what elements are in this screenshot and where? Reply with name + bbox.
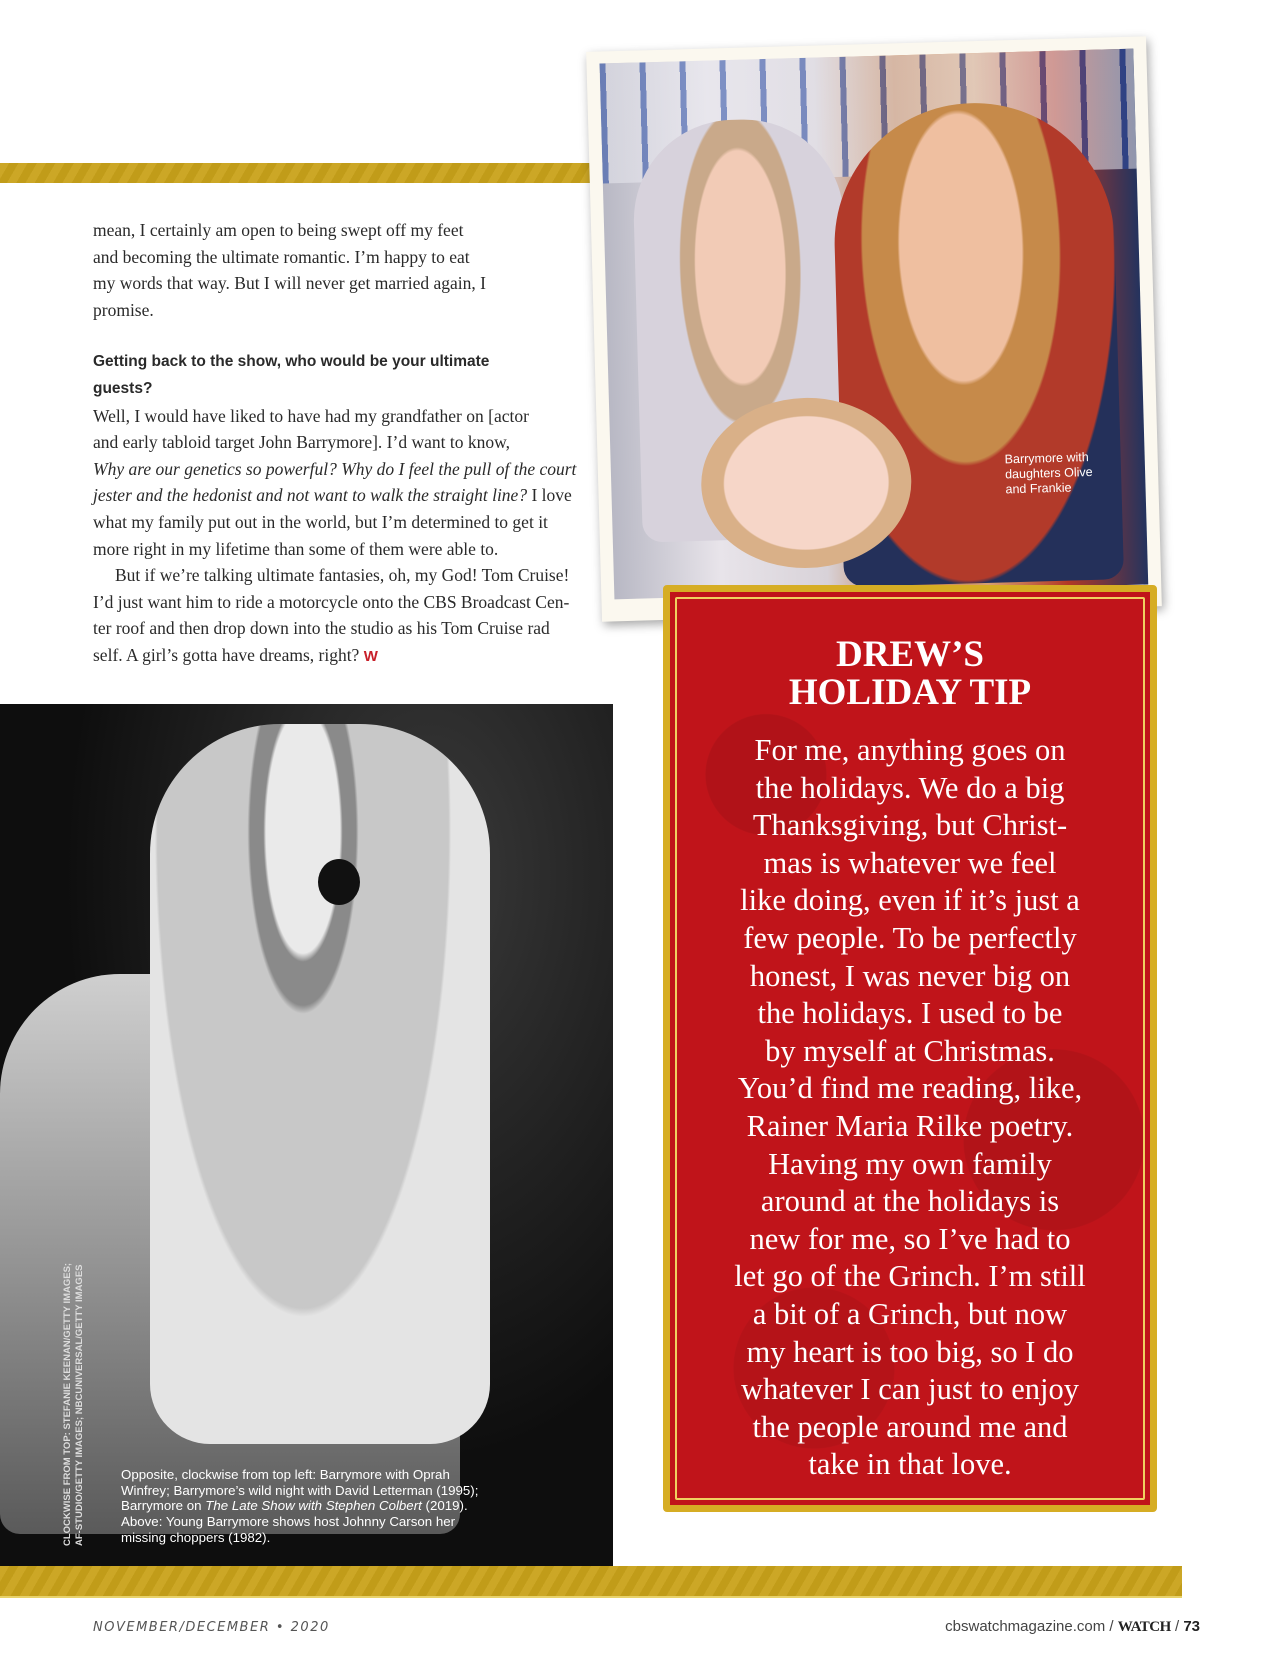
tip-line: like doing, even if it’s just a <box>740 883 1080 918</box>
article-text-segment: But if we’re talking ultimate fantasies, oh, my God! Tom Cruise! <box>115 565 570 586</box>
article-text-segment: promise. <box>93 299 154 320</box>
tip-line: few people. To be perfectly <box>743 920 1077 955</box>
tip-line: the people around me and <box>752 1409 1068 1444</box>
tip-line: new for me, so I’ve had to <box>749 1221 1071 1256</box>
tip-line: mas is whatever we feel <box>763 845 1057 880</box>
article-line <box>93 482 623 509</box>
page-number: 73 <box>1183 1618 1200 1635</box>
footer-site-url: cbswatchmagazine.com <box>945 1618 1106 1635</box>
article-line <box>93 270 623 297</box>
tip-line: Having my own family <box>768 1146 1052 1181</box>
article-text-segment: mean, I certainly am open to being swept off my feet <box>93 220 464 240</box>
footer-separator: / <box>1170 1618 1184 1635</box>
article-line <box>93 429 623 456</box>
carson-photo <box>0 704 613 1566</box>
top-gold-rule <box>0 163 597 183</box>
article-line <box>93 615 623 642</box>
tip-line: by myself at Christmas. <box>765 1033 1055 1068</box>
tip-body <box>670 732 1150 1484</box>
article-line <box>93 536 623 563</box>
tip-line: For me, anything goes on <box>754 733 1066 767</box>
tip-line: let go of the Grinch. I’m still <box>734 1259 1086 1294</box>
article-line <box>93 244 623 271</box>
article-text-segment: Why are our genetics so powerful? Why do I feel the pull of the court <box>93 458 577 479</box>
article-line <box>93 403 623 430</box>
tip-line: my heart is too big, so I do <box>746 1334 1074 1369</box>
article-line <box>93 349 623 376</box>
article-text-segment: my words that way. But I will never get married again, I <box>93 273 486 294</box>
end-mark-icon: W <box>363 647 376 665</box>
tip-line: You’d find me reading, like, <box>737 1071 1083 1106</box>
carson-photo-caption <box>121 1467 501 1546</box>
article-line <box>93 589 623 616</box>
caption-show-title: The Late Show with Stephen Colbert <box>205 1498 422 1514</box>
article-line <box>93 376 623 403</box>
article-text-segment: and becoming the ultimate romantic. I’m happy to eat <box>93 246 470 267</box>
interview-question: guests? <box>93 379 153 397</box>
tip-line: Thanksgiving, but Christ- <box>752 808 1068 843</box>
family-photo-image <box>599 49 1148 600</box>
holiday-tip-box <box>663 585 1157 1512</box>
credit-line-2: AF-STUDIO/GETTY IMAGES; NBCUNIVERSAL/GETTY IMAGES <box>74 1264 85 1546</box>
article-text-segment: I’d just want him to ride a motorcycle onto the CBS Broadcast Cen- <box>93 591 570 612</box>
paragraph-gap <box>93 323 623 349</box>
footer-brand-logo: WATCH <box>1117 1619 1171 1635</box>
article-text-segment: and early tabloid target John Barrymore]. I’d want to know, <box>93 432 510 453</box>
tip-line: the holidays. I used to be <box>757 996 1063 1031</box>
article-text <box>93 217 623 671</box>
photo-credit <box>62 1226 86 1546</box>
article-line <box>93 297 623 324</box>
article-text-segment: ter roof and then drop down into the studio as his Tom Cruise rad <box>93 618 550 639</box>
tip-title-line-2: HOLIDAY TIP <box>788 672 1032 713</box>
article-text-segment: what my family put out in the world, but I’m determined to get it <box>93 511 548 532</box>
photo-figure-young-barrymore <box>150 724 490 1444</box>
footer-separator: / <box>1105 1618 1118 1635</box>
article-text-segment: more right in my lifetime than some of them were able to. <box>93 538 499 559</box>
caption-part-1: Opposite, clockwise from top left: Barrymore with Oprah Winfrey; Barrymore’s wild night with David Letterman (1995); Barrymore on <box>121 1467 479 1514</box>
article-line <box>93 642 623 671</box>
tip-line: honest, I was never big on <box>749 958 1071 993</box>
footer-issue-date: NOVEMBER/DECEMBER • 2020 <box>93 1620 330 1635</box>
article-line <box>93 562 623 589</box>
tip-line: Rainer Maria Rilke poetry. <box>746 1108 1074 1143</box>
tip-line: around at the holidays is <box>760 1184 1060 1219</box>
article-text-segment: self. A girl’s gotta have dreams, right? <box>93 644 364 665</box>
tip-line: a bit of a Grinch, but now <box>752 1296 1068 1331</box>
tip-title <box>670 636 1150 712</box>
caption-part-2: (2019). Above: Young Barrymore shows host Johnny Carson her missing choppers (1982). <box>121 1498 468 1545</box>
tip-line: take in that love. <box>808 1447 1012 1482</box>
article-text-segment: I love <box>527 485 572 506</box>
tip-line: whatever I can just to enjoy <box>741 1372 1079 1407</box>
tip-title-line-1: DREW’S <box>835 634 985 675</box>
article-line <box>93 456 623 483</box>
family-photo <box>586 36 1162 621</box>
footer-folio <box>945 1618 1200 1636</box>
bottom-gold-rule <box>0 1566 1182 1598</box>
article-line <box>93 509 623 536</box>
article-text-segment: Well, I would have liked to have had my grandfather on [actor <box>93 405 529 426</box>
article-line <box>93 217 623 244</box>
family-photo-caption: Barrymore with daughters Olive and Frankie <box>1004 450 1093 497</box>
tip-line: the holidays. We do a big <box>755 770 1065 805</box>
article-text-segment: jester and the hedonist and not want to walk the straight line? <box>93 485 528 506</box>
credit-line-1: CLOCKWISE FROM TOP: STEFANIE KEENAN/GETTY IMAGES; <box>62 1262 73 1546</box>
photo-open-mouth <box>318 859 360 905</box>
interview-question: Getting back to the show, who would be your ultimate <box>93 353 490 371</box>
